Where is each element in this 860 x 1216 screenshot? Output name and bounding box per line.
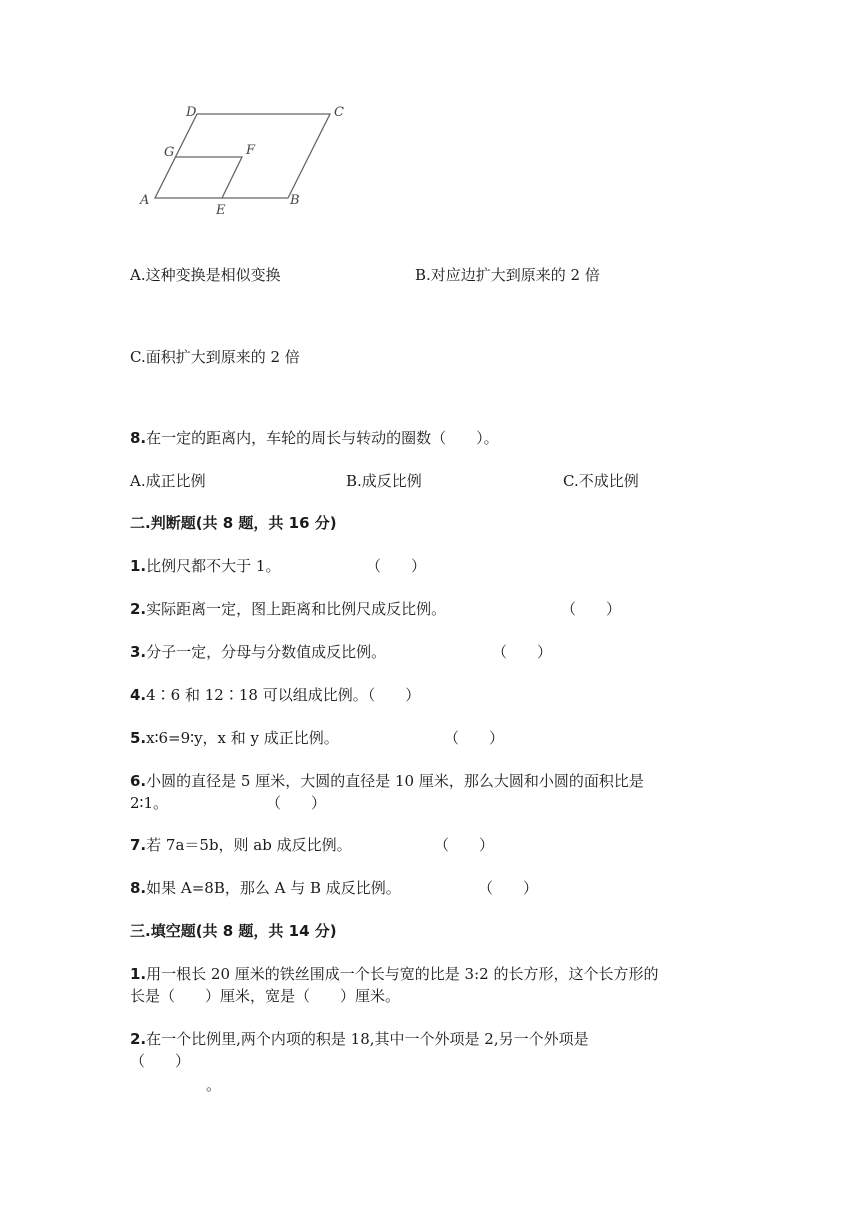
label-c: C — [334, 105, 344, 120]
item-number: 1. — [130, 965, 147, 983]
answer-paren[interactable]: （ ） — [492, 643, 553, 661]
item-text: x∶6=9∶y，x 和 y 成正比例。 — [146, 729, 339, 747]
label-a: A — [140, 193, 150, 208]
answer-paren[interactable]: （ ） — [266, 794, 327, 812]
item-text: 4∶6 和 12∶18 可以组成比例。（ ） — [146, 686, 421, 704]
q8-question — [130, 427, 499, 449]
item-text: 在一个比例里,两个内项的积是 18,其中一个外项是 2,另一个外项是 — [146, 1030, 589, 1048]
label-d: D — [186, 105, 197, 120]
item-text: 实际距离一定，图上距离和比例尺成反比例。 — [146, 600, 447, 618]
answer-paren[interactable]: （ ） — [434, 836, 495, 854]
answer-paren[interactable]: （ ） — [366, 557, 427, 575]
s3-item-2-end: 。 — [206, 1076, 222, 1094]
q7-option-b: B.对应边扩大到原来的 2 倍 — [415, 266, 600, 284]
s2-item-4 — [130, 684, 420, 706]
label-g: G — [164, 145, 175, 160]
q8-option-c: C.不成比例 — [563, 472, 639, 490]
q8-text: 在一定的距离内，车轮的周长与转动的圈数（ ）。 — [146, 429, 499, 447]
s3-item-1 — [130, 963, 658, 985]
section2-title: 二.判断题(共 8 题，共 16 分) — [130, 514, 337, 532]
item-text: 分子一定，分母与分数值成反比例。 — [146, 643, 387, 661]
item-text: 小圆的直径是 5 厘米，大圆的直径是 10 厘米，那么大圆和小圆的面积比是 — [146, 772, 644, 790]
item-text: 比例尺都不大于 1。 — [146, 557, 281, 575]
item-number: 2. — [130, 1030, 147, 1048]
item-number: 5. — [130, 729, 147, 747]
item-number: 1. — [130, 557, 147, 575]
item-text: 用一根长 20 厘米的铁丝围成一个长与宽的比是 3:2 的长方形，这个长方形的 — [146, 965, 659, 983]
s2-item-2 — [130, 598, 446, 620]
q7-option-a: A.这种变换是相似变换 — [130, 266, 281, 284]
item-number: 3. — [130, 643, 147, 661]
q7-option-c: C.面积扩大到原来的 2 倍 — [130, 348, 300, 366]
label-b: B — [290, 193, 300, 208]
answer-paren[interactable]: （ ） — [444, 729, 505, 747]
q8-option-b: B.成反比例 — [346, 472, 422, 490]
q8-number: 8. — [130, 429, 147, 447]
s2-item-7 — [130, 834, 352, 856]
item-number: 7. — [130, 836, 147, 854]
item-text: 如果 A=8B，那么 A 与 B 成反比例。 — [146, 879, 401, 897]
section3-title: 三.填空题(共 8 题，共 14 分) — [130, 922, 337, 940]
q8-option-a: A.成正比例 — [130, 472, 206, 490]
item-number: 2. — [130, 600, 147, 618]
s2-item-5 — [130, 727, 339, 749]
s2-item-6 — [130, 770, 644, 792]
item-number: 4. — [130, 686, 147, 704]
s3-item-2 — [130, 1028, 589, 1050]
parallelogram-figure — [130, 96, 370, 226]
s2-item-3 — [130, 641, 386, 663]
item-number: 8. — [130, 879, 147, 897]
label-e: E — [216, 203, 226, 218]
label-f: F — [246, 143, 256, 158]
answer-paren[interactable]: （ ） — [478, 879, 539, 897]
s2-item-1 — [130, 555, 280, 577]
s3-item-1-cont: 长是（ ）厘米，宽是（ ）厘米。 — [130, 987, 401, 1005]
s3-item-2-paren[interactable]: （ ） — [130, 1052, 191, 1070]
item-text: 若 7a＝5b，则 ab 成反比例。 — [146, 836, 352, 854]
item-number: 6. — [130, 772, 147, 790]
s2-item-6-cont: 2∶1。 — [130, 794, 168, 812]
answer-paren[interactable]: （ ） — [561, 600, 622, 618]
s2-item-8 — [130, 877, 401, 899]
